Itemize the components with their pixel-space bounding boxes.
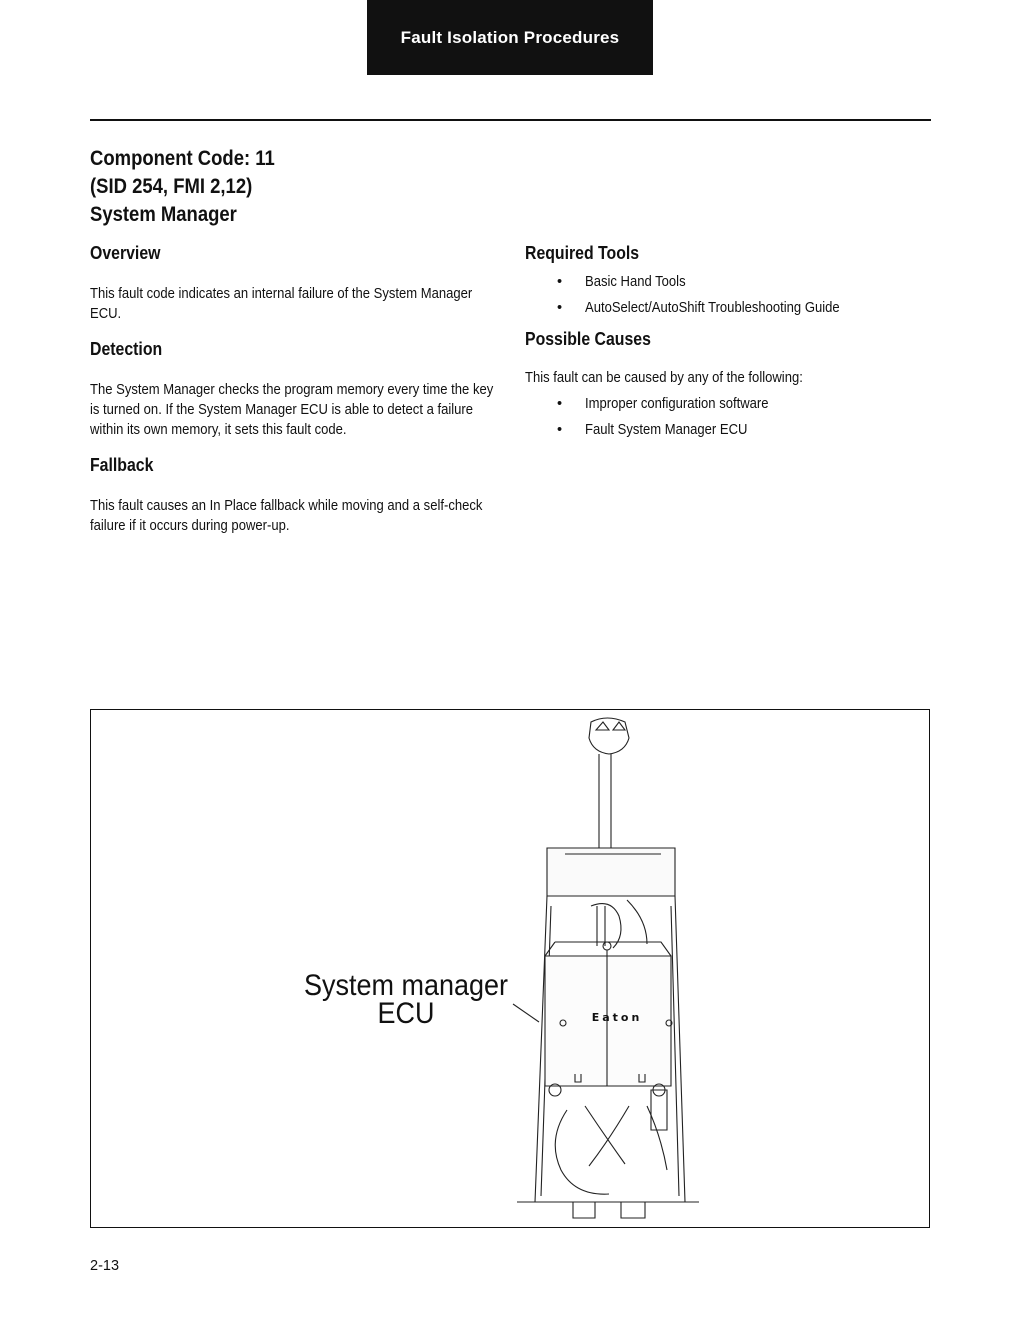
- list-item: • Fault System Manager ECU: [557, 422, 748, 438]
- detection-section: [90, 336, 495, 440]
- bullet-icon: •: [557, 274, 563, 290]
- possible-causes-list: [525, 394, 930, 440]
- title-component-code: Component Code: 11: [90, 147, 275, 170]
- possible-causes-section: [525, 326, 930, 440]
- possible-causes-intro: This fault can be caused by any of the following:: [525, 370, 803, 386]
- bullet-icon: •: [557, 422, 563, 438]
- shift-knob-icon: [589, 718, 629, 754]
- header-section-title: Fault Isolation Procedures: [400, 27, 620, 47]
- eaton-brand-label: Eaton: [591, 1011, 643, 1024]
- header-section-tab: [367, 0, 653, 75]
- overview-heading: Overview: [90, 243, 161, 263]
- list-item: • AutoSelect/AutoShift Troubleshooting Guide: [557, 300, 840, 316]
- system-manager-figure: [90, 709, 930, 1228]
- page-number: 2-13: [90, 1258, 120, 1274]
- page-title: [90, 145, 275, 229]
- detection-heading: Detection: [90, 339, 163, 359]
- header-rule: [90, 119, 931, 121]
- shift-tower-illustration: [91, 710, 930, 1228]
- title-component-name: System Manager: [90, 203, 237, 226]
- fallback-heading: Fallback: [90, 455, 154, 475]
- title-sid-fmi: (SID 254, FMI 2,12): [90, 175, 253, 198]
- right-column: [525, 240, 930, 446]
- overview-text: This fault code indicates an internal failure of the System Manager ECU.: [90, 286, 473, 322]
- fallback-section: [90, 452, 495, 536]
- bullet-icon: •: [557, 396, 563, 412]
- possible-causes-heading: Possible Causes: [525, 329, 651, 349]
- list-item: • Basic Hand Tools: [557, 274, 686, 290]
- fallback-text: This fault causes an In Place fallback while moving and a self-check failure if it occurs during power-up.: [90, 498, 483, 534]
- required-tools-section: [525, 240, 930, 318]
- bullet-icon: •: [557, 300, 563, 316]
- required-tools-heading: Required Tools: [525, 243, 640, 263]
- required-tools-list: [525, 272, 930, 318]
- overview-section: [90, 240, 495, 324]
- left-column: [90, 240, 495, 536]
- detection-text: The System Manager checks the program memory every time the key is turned on. If the System Manager ECU is able to detect a failure within its own memory, it sets this fault code.: [90, 382, 494, 438]
- list-item: • Improper configuration software: [557, 396, 769, 412]
- ecu-callout-label: System manager ECU: [303, 969, 509, 1030]
